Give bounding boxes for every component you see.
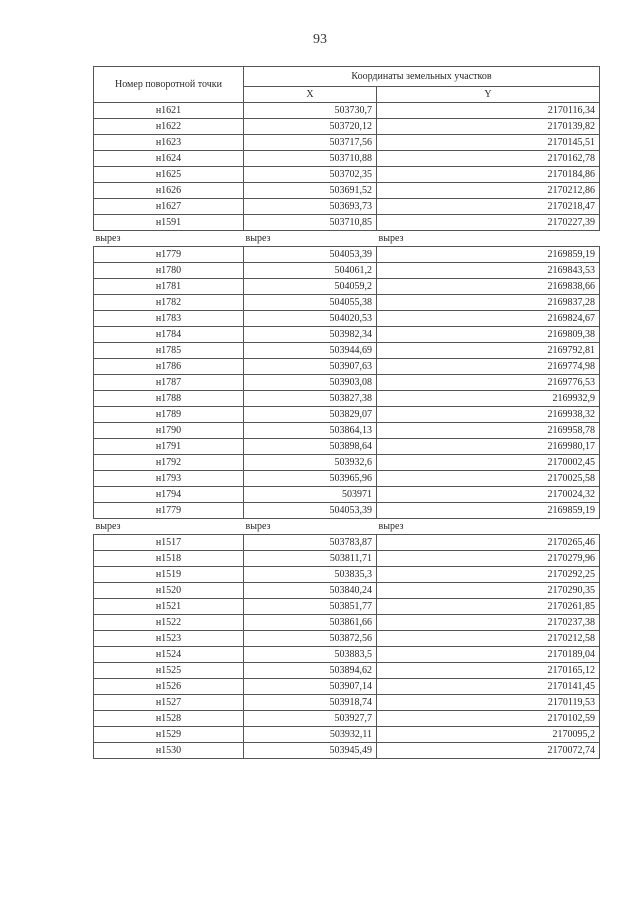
y-coordinate-cell: 2169809,38	[377, 327, 600, 343]
table-row	[94, 727, 600, 743]
point-number-cell: н1522	[94, 615, 244, 631]
y-coordinate-cell: 2169776,53	[377, 375, 600, 391]
cut-separator-row	[94, 231, 600, 247]
y-coordinate-cell: 2170139,82	[377, 119, 600, 135]
point-number-cell: н1786	[94, 359, 244, 375]
y-coordinate-cell: 2170165,12	[377, 663, 600, 679]
table-row	[94, 567, 600, 583]
x-coordinate-cell: 503691,52	[244, 183, 377, 199]
point-number-cell: н1622	[94, 119, 244, 135]
x-coordinate-cell: 503720,12	[244, 119, 377, 135]
y-coordinate-cell: 2169837,28	[377, 295, 600, 311]
table-row	[94, 455, 600, 471]
table-row	[94, 423, 600, 439]
table-row	[94, 343, 600, 359]
y-coordinate-cell: 2169859,19	[377, 503, 600, 519]
point-number-cell: н1788	[94, 391, 244, 407]
cut-label: вырез	[377, 519, 600, 535]
table-row	[94, 535, 600, 551]
point-number-cell: н1625	[94, 167, 244, 183]
y-coordinate-cell: 2170024,32	[377, 487, 600, 503]
cut-separator-row	[94, 519, 600, 535]
table-row	[94, 743, 600, 759]
x-coordinate-cell: 503783,87	[244, 535, 377, 551]
point-number-cell: н1624	[94, 151, 244, 167]
x-coordinate-cell: 503872,56	[244, 631, 377, 647]
point-number-cell: н1781	[94, 279, 244, 295]
x-coordinate-cell: 503827,38	[244, 391, 377, 407]
y-coordinate-cell: 2169980,17	[377, 439, 600, 455]
table-row	[94, 711, 600, 727]
table-row	[94, 471, 600, 487]
y-coordinate-cell: 2170145,51	[377, 135, 600, 151]
table-row	[94, 631, 600, 647]
table-row	[94, 615, 600, 631]
x-coordinate-cell: 503945,49	[244, 743, 377, 759]
x-coordinate-cell: 504061,2	[244, 263, 377, 279]
y-coordinate-cell: 2170095,2	[377, 727, 600, 743]
coordinates-table	[93, 66, 600, 759]
point-number-cell: н1785	[94, 343, 244, 359]
table-row	[94, 407, 600, 423]
header-x: X	[244, 86, 377, 102]
point-number-cell: н1792	[94, 455, 244, 471]
table-row	[94, 103, 600, 119]
x-coordinate-cell: 503907,14	[244, 679, 377, 695]
y-coordinate-cell: 2170290,35	[377, 583, 600, 599]
x-coordinate-cell: 503927,7	[244, 711, 377, 727]
cut-label: вырез	[377, 231, 600, 247]
table-row	[94, 183, 600, 199]
y-coordinate-cell: 2170292,25	[377, 567, 600, 583]
table-row	[94, 583, 600, 599]
cut-label: вырез	[244, 231, 377, 247]
x-coordinate-cell: 504053,39	[244, 503, 377, 519]
y-coordinate-cell: 2170002,45	[377, 455, 600, 471]
cut-label: вырез	[94, 231, 244, 247]
cut-label: вырез	[94, 519, 244, 535]
table-body	[94, 103, 600, 759]
x-coordinate-cell: 503710,88	[244, 151, 377, 167]
table-row	[94, 551, 600, 567]
y-coordinate-cell: 2170189,04	[377, 647, 600, 663]
cut-label: вырез	[244, 519, 377, 535]
table-row	[94, 359, 600, 375]
y-coordinate-cell: 2170025,58	[377, 471, 600, 487]
point-number-cell: н1530	[94, 743, 244, 759]
table-row	[94, 167, 600, 183]
table-row	[94, 199, 600, 215]
point-number-cell: н1787	[94, 375, 244, 391]
x-coordinate-cell: 503717,56	[244, 135, 377, 151]
point-number-cell: н1517	[94, 535, 244, 551]
point-number-cell: н1525	[94, 663, 244, 679]
point-number-cell: н1790	[94, 423, 244, 439]
y-coordinate-cell: 2170102,59	[377, 711, 600, 727]
table-row	[94, 663, 600, 679]
table-row	[94, 647, 600, 663]
page-number: 93	[313, 32, 327, 47]
y-coordinate-cell: 2170261,85	[377, 599, 600, 615]
point-number-cell: н1519	[94, 567, 244, 583]
point-number-cell: н1621	[94, 103, 244, 119]
x-coordinate-cell: 503693,73	[244, 199, 377, 215]
table-row	[94, 391, 600, 407]
x-coordinate-cell: 503851,77	[244, 599, 377, 615]
x-coordinate-cell: 503894,62	[244, 663, 377, 679]
x-coordinate-cell: 503710,85	[244, 215, 377, 231]
table-row	[94, 151, 600, 167]
x-coordinate-cell: 503932,6	[244, 455, 377, 471]
table-row	[94, 695, 600, 711]
point-number-cell: н1528	[94, 711, 244, 727]
x-coordinate-cell: 503883,5	[244, 647, 377, 663]
x-coordinate-cell: 503829,07	[244, 407, 377, 423]
y-coordinate-cell: 2170116,34	[377, 103, 600, 119]
point-number-cell: н1793	[94, 471, 244, 487]
y-coordinate-cell: 2169838,66	[377, 279, 600, 295]
x-coordinate-cell: 503861,66	[244, 615, 377, 631]
x-coordinate-cell: 503907,63	[244, 359, 377, 375]
point-number-cell: н1518	[94, 551, 244, 567]
point-number-cell: н1626	[94, 183, 244, 199]
point-number-cell: н1527	[94, 695, 244, 711]
y-coordinate-cell: 2170072,74	[377, 743, 600, 759]
y-coordinate-cell: 2170184,86	[377, 167, 600, 183]
y-coordinate-cell: 2169958,78	[377, 423, 600, 439]
point-number-cell: н1779	[94, 247, 244, 263]
point-number-cell: н1520	[94, 583, 244, 599]
header-point-number: Номер поворотной точки	[94, 67, 244, 103]
point-number-cell: н1526	[94, 679, 244, 695]
y-coordinate-cell: 2170141,45	[377, 679, 600, 695]
y-coordinate-cell: 2169932,9	[377, 391, 600, 407]
x-coordinate-cell: 503903,08	[244, 375, 377, 391]
point-number-cell: н1783	[94, 311, 244, 327]
y-coordinate-cell: 2169843,53	[377, 263, 600, 279]
x-coordinate-cell: 503811,71	[244, 551, 377, 567]
y-coordinate-cell: 2170212,58	[377, 631, 600, 647]
x-coordinate-cell: 503932,11	[244, 727, 377, 743]
y-coordinate-cell: 2169774,98	[377, 359, 600, 375]
x-coordinate-cell: 503918,74	[244, 695, 377, 711]
x-coordinate-cell: 503898,64	[244, 439, 377, 455]
x-coordinate-cell: 504053,39	[244, 247, 377, 263]
table-row	[94, 439, 600, 455]
table-row	[94, 119, 600, 135]
x-coordinate-cell: 503730,7	[244, 103, 377, 119]
point-number-cell: н1789	[94, 407, 244, 423]
point-number-cell: н1779	[94, 503, 244, 519]
point-number-cell: н1780	[94, 263, 244, 279]
point-number-cell: н1627	[94, 199, 244, 215]
x-coordinate-cell: 504020,53	[244, 311, 377, 327]
point-number-cell: н1523	[94, 631, 244, 647]
y-coordinate-cell: 2169792,81	[377, 343, 600, 359]
y-coordinate-cell: 2170265,46	[377, 535, 600, 551]
y-coordinate-cell: 2169859,19	[377, 247, 600, 263]
y-coordinate-cell: 2170212,86	[377, 183, 600, 199]
point-number-cell: н1794	[94, 487, 244, 503]
table-row	[94, 263, 600, 279]
y-coordinate-cell: 2170279,96	[377, 551, 600, 567]
table-row	[94, 295, 600, 311]
y-coordinate-cell: 2170218,47	[377, 199, 600, 215]
y-coordinate-cell: 2169824,67	[377, 311, 600, 327]
x-coordinate-cell: 503965,96	[244, 471, 377, 487]
table-row	[94, 311, 600, 327]
y-coordinate-cell: 2170119,53	[377, 695, 600, 711]
y-coordinate-cell: 2170237,38	[377, 615, 600, 631]
point-number-cell: н1529	[94, 727, 244, 743]
table-row	[94, 487, 600, 503]
x-coordinate-cell: 504059,2	[244, 279, 377, 295]
point-number-cell: н1782	[94, 295, 244, 311]
table-row	[94, 327, 600, 343]
header-coordinates: Координаты земельных участков	[244, 67, 600, 87]
point-number-cell: н1524	[94, 647, 244, 663]
table-row	[94, 215, 600, 231]
x-coordinate-cell: 503840,24	[244, 583, 377, 599]
table-row	[94, 135, 600, 151]
x-coordinate-cell: 503702,35	[244, 167, 377, 183]
table-row	[94, 599, 600, 615]
y-coordinate-cell: 2169938,32	[377, 407, 600, 423]
y-coordinate-cell: 2170227,39	[377, 215, 600, 231]
x-coordinate-cell: 504055,38	[244, 295, 377, 311]
point-number-cell: н1521	[94, 599, 244, 615]
table-row	[94, 247, 600, 263]
point-number-cell: н1791	[94, 439, 244, 455]
table-row	[94, 375, 600, 391]
point-number-cell: н1784	[94, 327, 244, 343]
table-row	[94, 279, 600, 295]
table-row	[94, 503, 600, 519]
x-coordinate-cell: 503835,3	[244, 567, 377, 583]
header-y: Y	[377, 86, 600, 102]
x-coordinate-cell: 503864,13	[244, 423, 377, 439]
x-coordinate-cell: 503971	[244, 487, 377, 503]
point-number-cell: н1623	[94, 135, 244, 151]
x-coordinate-cell: 503944,69	[244, 343, 377, 359]
y-coordinate-cell: 2170162,78	[377, 151, 600, 167]
table-row	[94, 679, 600, 695]
x-coordinate-cell: 503982,34	[244, 327, 377, 343]
point-number-cell: н1591	[94, 215, 244, 231]
